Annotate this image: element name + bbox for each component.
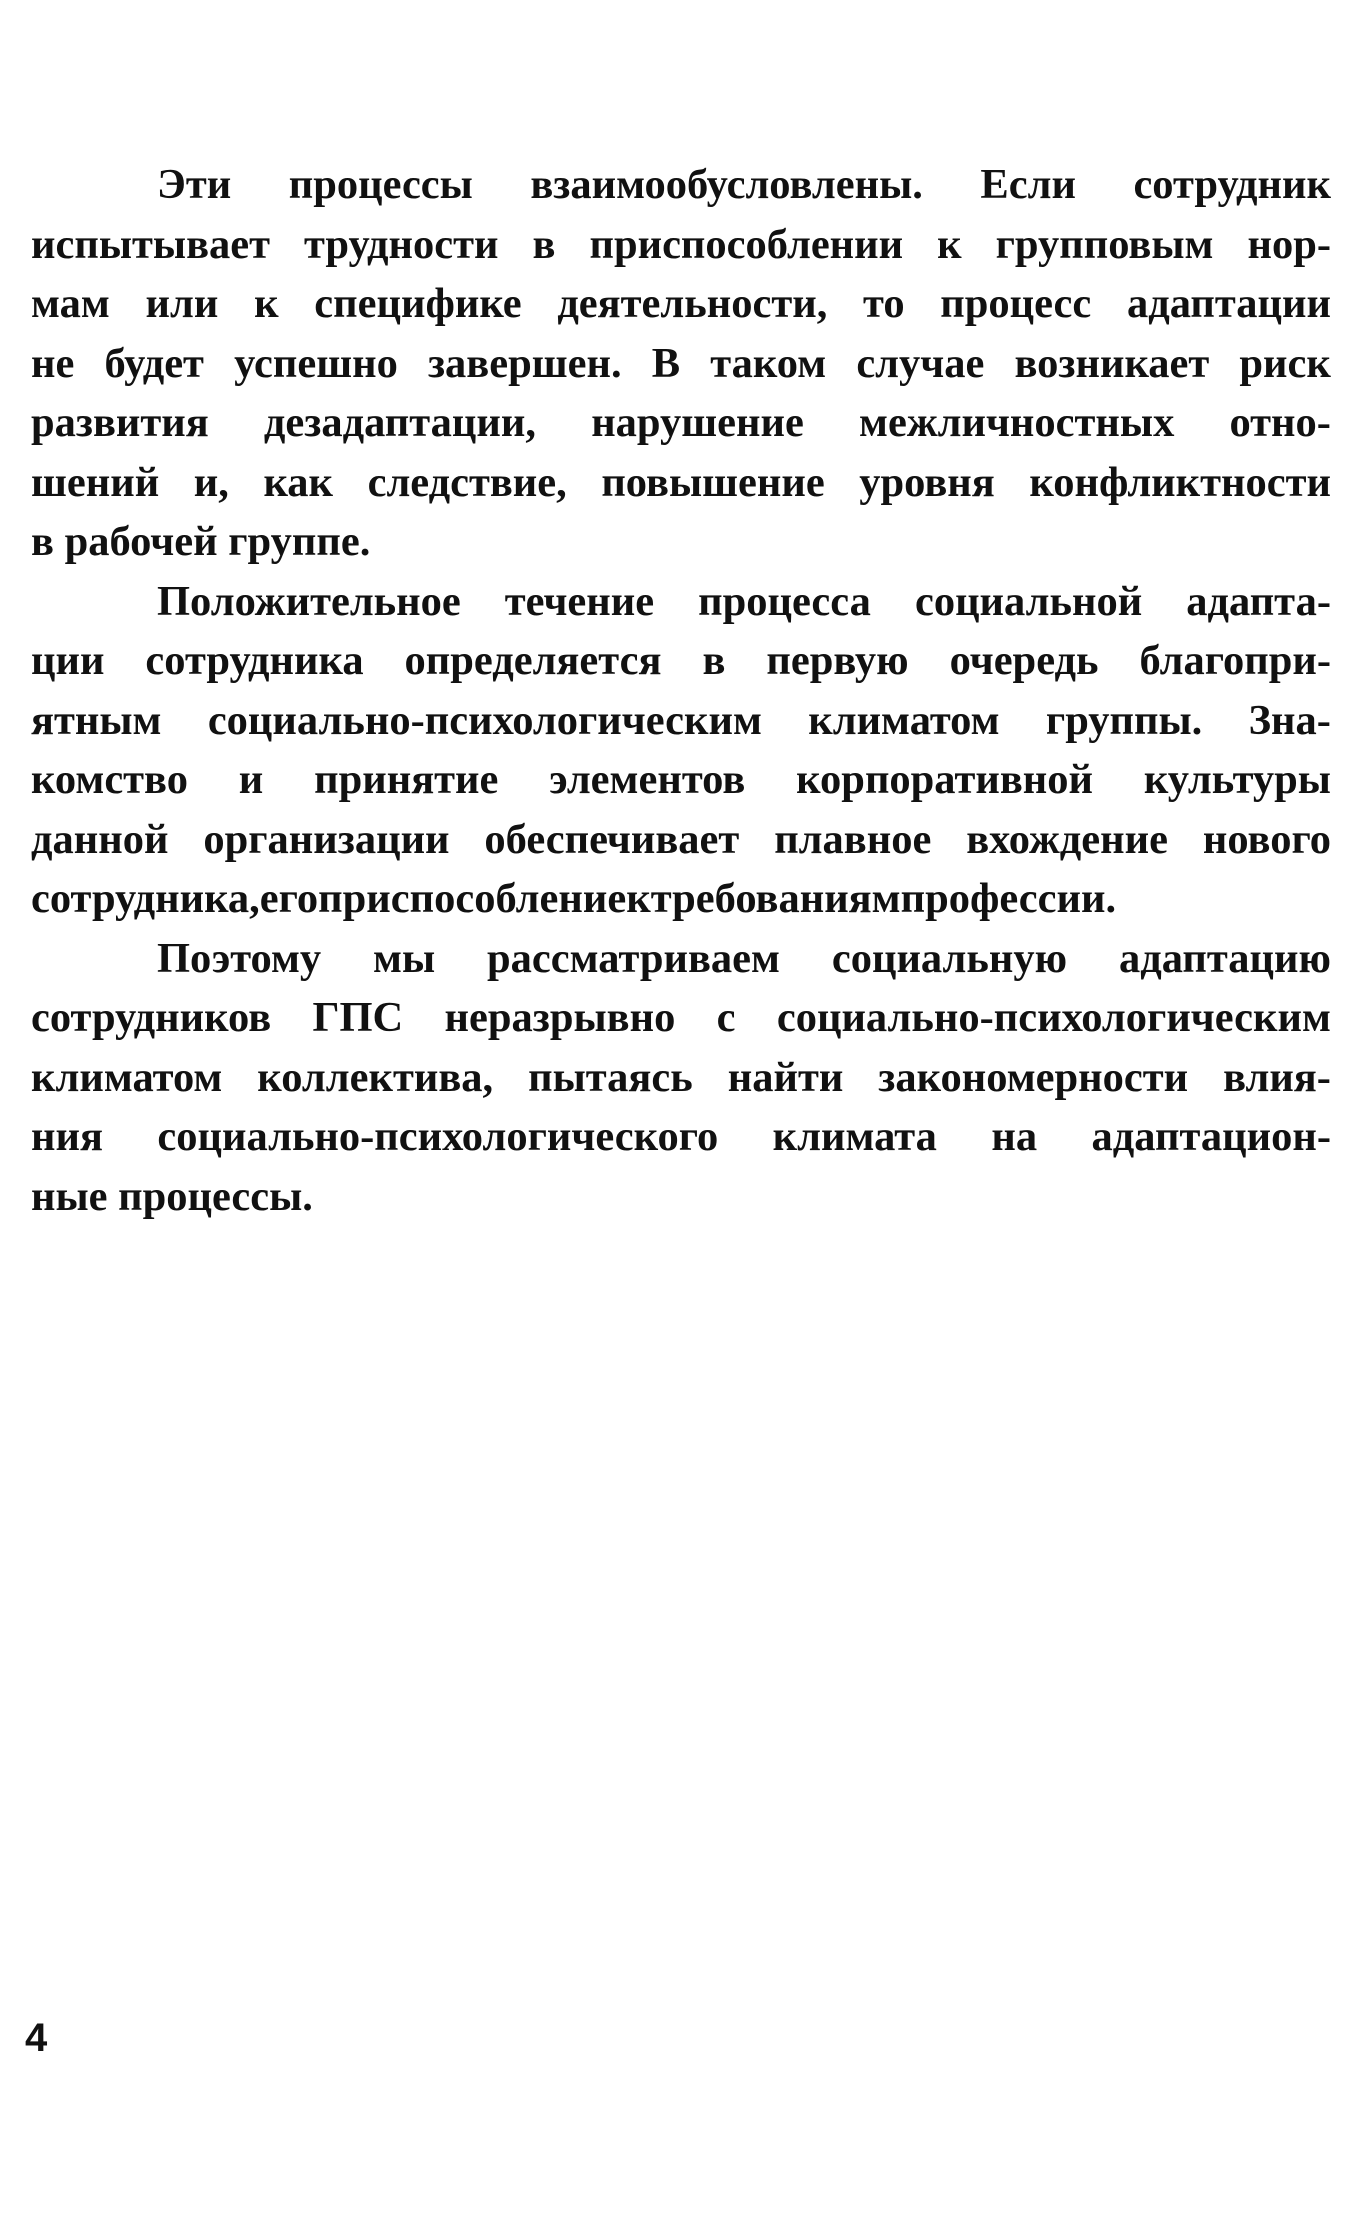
word: ния	[31, 1113, 103, 1160]
word: испытывает	[31, 220, 271, 268]
word: социально-психологическим	[207, 696, 762, 744]
word: процессы	[288, 161, 473, 208]
text-line	[31, 988, 1331, 1048]
word: развития	[31, 399, 209, 446]
word: на	[991, 1113, 1038, 1160]
paragraph	[31, 929, 1331, 1227]
word: нор-	[1247, 220, 1331, 268]
word: ные процессы.	[31, 1172, 313, 1220]
page-number: 4	[25, 2016, 48, 2060]
word: не	[31, 339, 75, 387]
word: очередь	[949, 637, 1099, 684]
text-line	[31, 572, 1331, 632]
text-line	[31, 810, 1331, 870]
word: данной	[31, 815, 169, 863]
word: успешно	[234, 339, 398, 387]
body-text	[31, 155, 1331, 1226]
word: неразрывно	[444, 994, 676, 1041]
text-line	[31, 393, 1331, 453]
word: процесса	[698, 577, 871, 625]
word: нового	[1202, 815, 1331, 863]
word: плавное	[774, 815, 932, 863]
word: деятельности,	[557, 280, 828, 327]
word: к	[254, 280, 279, 327]
word: сотрудника,	[31, 875, 260, 922]
word: возникает	[1014, 339, 1210, 387]
word: вхождение	[966, 815, 1168, 863]
text-line	[31, 155, 1331, 215]
word: к	[626, 875, 651, 922]
word: адаптацион-	[1091, 1113, 1331, 1160]
word: рассматриваем	[487, 934, 780, 982]
word: специфике	[314, 280, 522, 327]
word: риск	[1239, 339, 1331, 387]
word: и	[238, 756, 264, 803]
word: социальную	[831, 934, 1068, 982]
word: трудности	[304, 220, 499, 268]
word: и,	[193, 458, 229, 506]
word: процесс	[940, 280, 1092, 327]
word: следствие,	[367, 458, 567, 506]
word: приспособление	[318, 875, 627, 922]
text-line	[31, 1048, 1331, 1108]
word: В	[651, 339, 681, 387]
word: будет	[104, 339, 204, 387]
text-line	[31, 631, 1331, 691]
word: мы	[373, 934, 436, 982]
word: профессии.	[900, 875, 1117, 922]
word: Положительное	[157, 577, 461, 625]
word: нарушение	[591, 399, 804, 446]
word: требованиям	[650, 875, 901, 922]
word: повышение	[601, 458, 825, 506]
word: завершен.	[427, 339, 622, 387]
word: в рабочей группе.	[31, 518, 371, 565]
word: взаимообусловлены.	[530, 161, 923, 208]
text-line	[31, 1167, 1331, 1227]
word: отно-	[1229, 399, 1331, 446]
text-line	[31, 453, 1331, 513]
word: Поэтому	[157, 934, 322, 982]
word: корпоративной	[796, 756, 1094, 803]
word: коллектива,	[257, 1053, 494, 1101]
word: мам	[31, 280, 110, 327]
word: сотрудник	[1133, 161, 1331, 208]
word: его	[259, 875, 319, 922]
word: социально-психологическим	[776, 994, 1331, 1041]
text-line	[31, 334, 1331, 394]
word: климата	[772, 1113, 937, 1160]
word: межличностных	[859, 399, 1175, 446]
word: социально-психологического	[157, 1113, 719, 1160]
word: ГПС	[312, 994, 404, 1041]
word: пытаясь	[528, 1053, 693, 1101]
text-line	[31, 929, 1331, 989]
word: найти	[727, 1053, 844, 1101]
text-line	[31, 274, 1331, 334]
word: то	[863, 280, 905, 327]
word: таком	[710, 339, 827, 387]
word: групповым	[995, 220, 1214, 268]
word: комство	[31, 756, 188, 803]
word: социальной	[914, 577, 1143, 625]
word: принятие	[314, 756, 499, 803]
word: обеспечивает	[484, 815, 740, 863]
word: благопри-	[1139, 637, 1331, 684]
word: приспособлении	[589, 220, 904, 268]
word: определяется	[404, 637, 662, 684]
word: конфликтности	[1029, 458, 1331, 506]
word: Эти	[157, 161, 232, 208]
word: течение	[504, 577, 655, 625]
word: Зна-	[1248, 696, 1331, 744]
word: шений	[31, 458, 160, 506]
word: влия-	[1223, 1053, 1331, 1101]
word: культуры	[1143, 756, 1331, 803]
text-line	[31, 750, 1331, 810]
word: к	[937, 220, 962, 268]
word: первую	[766, 637, 909, 684]
word: организации	[203, 815, 450, 863]
paragraph	[31, 155, 1331, 572]
word: как	[263, 458, 334, 506]
word: Если	[980, 161, 1076, 208]
word: сотрудников	[31, 994, 272, 1041]
word: сотрудника	[145, 637, 364, 684]
word: группы.	[1045, 696, 1203, 744]
word: адаптации	[1126, 280, 1331, 327]
word: закономерности	[878, 1053, 1189, 1101]
word: в	[532, 220, 556, 268]
word: адапта-	[1186, 577, 1331, 625]
word: с	[716, 994, 736, 1041]
text-line	[31, 215, 1331, 275]
text-line	[31, 512, 1331, 572]
text-line	[31, 1107, 1331, 1167]
word: климатом	[808, 696, 1000, 744]
text-line	[31, 691, 1331, 751]
word: адаптацию	[1118, 934, 1331, 982]
word: ции	[31, 637, 105, 684]
word: климатом	[31, 1053, 223, 1101]
word: ятным	[31, 696, 162, 744]
text-line	[31, 869, 1331, 929]
word: в	[702, 637, 726, 684]
word: дезадаптации,	[263, 399, 537, 446]
word: случае	[856, 339, 985, 387]
word: уровня	[859, 458, 995, 506]
word: или	[145, 280, 219, 327]
paragraph	[31, 572, 1331, 929]
word: элементов	[549, 756, 746, 803]
